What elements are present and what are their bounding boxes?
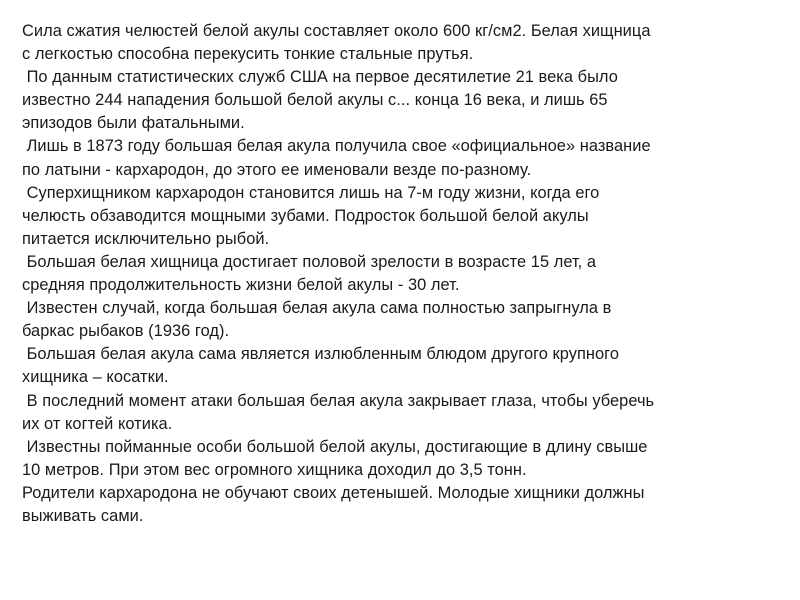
text-line: 10 метров. При этом вес огромного хищника доходил до 3,5 тонн. bbox=[22, 460, 527, 479]
text-line: Родители кархародона не обучают своих детенышей. Молодые хищники должны bbox=[22, 483, 645, 502]
text-line: Большая белая акула сама является излюбленным блюдом другого крупного bbox=[22, 345, 620, 364]
text-line: Сила сжатия челюстей белой акулы составляет около 600 кг/см2. Белая хищница bbox=[22, 22, 651, 40]
text-line: их от когтей котика. bbox=[22, 414, 173, 433]
text-line: Большая белая хищница достигает половой зрелости в возрасте 15 лет, а bbox=[22, 252, 597, 271]
text-line: выживать сами. bbox=[22, 506, 144, 525]
text-line: баркас рыбаков (1936 год). bbox=[22, 322, 230, 341]
text-line: челюсть обзаводится мощными зубами. Подросток большой белой акулы bbox=[22, 206, 589, 225]
text-line: Суперхищником кархародон становится лишь на 7-м году жизни, когда его bbox=[22, 183, 600, 202]
text-line: Лишь в 1873 году большая белая акула получила свое «официальное» название bbox=[22, 137, 651, 156]
text-line: По данным статистических служб США на первое десятилетие 21 века было bbox=[22, 68, 618, 87]
text-line: хищника – косатки. bbox=[22, 368, 169, 387]
text-line: Известен случай, когда большая белая акула сама полностью запрыгнула в bbox=[22, 299, 612, 318]
document-body-text bbox=[22, 20, 792, 528]
text-line: В последний момент атаки большая белая акула закрывает глаза, чтобы уберечь bbox=[22, 391, 655, 410]
text-line: Известны пойманные особи большой белой акулы, достигающие в длину свыше bbox=[22, 437, 648, 456]
text-line: эпизодов были фатальными. bbox=[22, 114, 245, 133]
text-line: известно 244 нападения большой белой акулы с... конца 16 века, и лишь 65 bbox=[22, 91, 608, 110]
text-line: по латыни - кархародон, до этого ее именовали везде по-разному. bbox=[22, 160, 532, 179]
text-line: с легкостью способна перекусить тонкие стальные прутья. bbox=[22, 45, 474, 64]
text-line: средняя продолжительность жизни белой акулы - 30 лет. bbox=[22, 276, 460, 295]
text-line: питается исключительно рыбой. bbox=[22, 229, 270, 248]
